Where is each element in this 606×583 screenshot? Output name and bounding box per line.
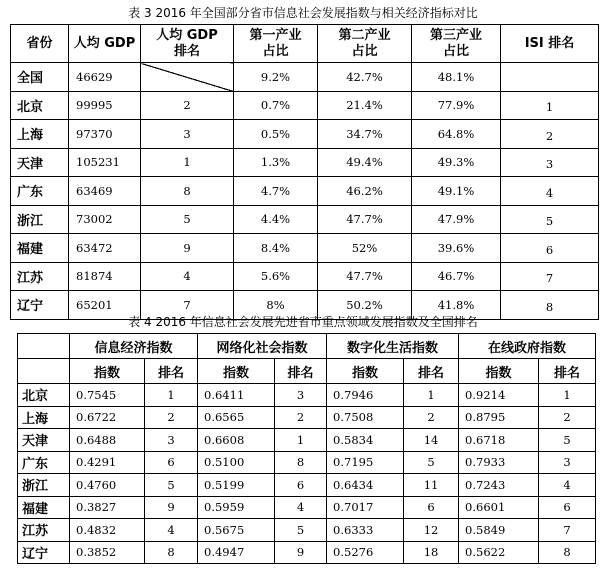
gdp-cell: 105231 — [69, 148, 141, 177]
header-gdp-rank: 人均 GDP 排名 — [141, 25, 234, 63]
table3-body — [11, 25, 599, 320]
table4-row — [18, 474, 596, 497]
isi-rank-cell: 3 — [501, 148, 599, 177]
econ-index-cell: 0.4760 — [70, 474, 145, 497]
tertiary-share-cell: 48.1% — [412, 63, 501, 92]
secondary-share-cell: 50.2% — [318, 291, 412, 320]
province-cell: 江苏 — [11, 262, 69, 291]
province-cell: 天津 — [11, 148, 69, 177]
network-index-cell: 0.6608 — [198, 429, 275, 452]
digital-rank-cell: 14 — [404, 429, 459, 452]
sub-index: 指数 — [327, 359, 404, 384]
primary-share-cell: 0.5% — [234, 120, 318, 149]
network-rank-cell: 6 — [275, 474, 327, 497]
secondary-share-cell: 49.4% — [318, 148, 412, 177]
gov-index-cell: 0.9214 — [459, 384, 539, 407]
primary-share-cell: 8% — [234, 291, 318, 320]
digital-rank-cell: 18 — [404, 541, 459, 564]
isi-rank-cell: 4 — [501, 177, 599, 206]
secondary-share-cell: 47.7% — [318, 205, 412, 234]
digital-rank-cell: 2 — [404, 406, 459, 429]
digital-index-cell: 0.6333 — [327, 519, 404, 542]
econ-index-cell: 0.4832 — [70, 519, 145, 542]
gdp-rank-cell: 2 — [141, 91, 234, 120]
isi-rank-cell: 1 — [501, 91, 599, 120]
province-cell: 浙江 — [11, 205, 69, 234]
table4-row — [18, 384, 596, 407]
header-corner-2 — [18, 359, 70, 384]
gdp-cell: 63472 — [69, 234, 141, 263]
table3-row — [11, 234, 599, 263]
gov-rank-cell: 8 — [539, 541, 596, 564]
gdp-rank-cell: 5 — [141, 205, 234, 234]
gov-index-cell: 0.7933 — [459, 451, 539, 474]
primary-share-cell: 9.2% — [234, 63, 318, 92]
table4 — [17, 333, 596, 564]
econ-rank-cell: 9 — [145, 496, 198, 519]
gdp-cell: 73002 — [69, 205, 141, 234]
gov-index-cell: 0.6601 — [459, 496, 539, 519]
province-cell: 浙江 — [18, 474, 70, 497]
gdp-cell: 97370 — [69, 120, 141, 149]
network-index-cell: 0.5959 — [198, 496, 275, 519]
digital-index-cell: 0.5834 — [327, 429, 404, 452]
digital-rank-cell: 1 — [404, 384, 459, 407]
table4-group-header-row — [18, 334, 596, 359]
econ-index-cell: 0.7545 — [70, 384, 145, 407]
isi-rank-cell: 7 — [501, 262, 599, 291]
table4-row — [18, 519, 596, 542]
sub-index: 指数 — [198, 359, 275, 384]
primary-share-cell: 5.6% — [234, 262, 318, 291]
secondary-share-cell: 21.4% — [318, 91, 412, 120]
header-network: 网络化社会指数 — [198, 334, 327, 359]
sub-rank: 排名 — [539, 359, 596, 384]
econ-index-cell: 0.6488 — [70, 429, 145, 452]
header-secondary: 第二产业 占比 — [318, 25, 412, 63]
gdp-cell: 81874 — [69, 262, 141, 291]
gdp-cell: 65201 — [69, 291, 141, 320]
sub-rank: 排名 — [275, 359, 327, 384]
province-cell: 天津 — [18, 429, 70, 452]
econ-index-cell: 0.3827 — [70, 496, 145, 519]
gov-rank-cell: 7 — [539, 519, 596, 542]
gov-index-cell: 0.7243 — [459, 474, 539, 497]
primary-share-cell: 4.7% — [234, 177, 318, 206]
network-index-cell: 0.5199 — [198, 474, 275, 497]
table3-header-row — [11, 25, 599, 63]
econ-rank-cell: 1 — [145, 384, 198, 407]
gov-index-cell: 0.8795 — [459, 406, 539, 429]
econ-rank-cell: 8 — [145, 541, 198, 564]
isi-rank-cell: 5 — [501, 205, 599, 234]
tertiary-share-cell: 77.9% — [412, 91, 501, 120]
network-rank-cell: 9 — [275, 541, 327, 564]
secondary-share-cell: 52% — [318, 234, 412, 263]
table4-row — [18, 496, 596, 519]
table3-row — [11, 262, 599, 291]
sub-index: 指数 — [459, 359, 539, 384]
digital-rank-cell: 6 — [404, 496, 459, 519]
gov-rank-cell: 5 — [539, 429, 596, 452]
table3-row — [11, 148, 599, 177]
header-isi-rank: ISI 排名 — [501, 25, 599, 63]
tertiary-share-cell: 64.8% — [412, 120, 501, 149]
network-index-cell: 0.4947 — [198, 541, 275, 564]
gov-rank-cell: 6 — [539, 496, 596, 519]
province-cell: 辽宁 — [18, 541, 70, 564]
tertiary-share-cell: 41.8% — [412, 291, 501, 320]
header-province: 省份 — [11, 25, 69, 63]
digital-index-cell: 0.5276 — [327, 541, 404, 564]
province-cell: 福建 — [11, 234, 69, 263]
table3-row — [11, 120, 599, 149]
table4-body — [18, 334, 596, 564]
tertiary-share-cell: 49.1% — [412, 177, 501, 206]
province-cell: 广东 — [18, 451, 70, 474]
province-cell: 辽宁 — [11, 291, 69, 320]
province-cell: 江苏 — [18, 519, 70, 542]
econ-rank-cell: 5 — [145, 474, 198, 497]
network-rank-cell: 1 — [275, 429, 327, 452]
secondary-share-cell: 42.7% — [318, 63, 412, 92]
sub-index: 指数 — [70, 359, 145, 384]
primary-share-cell: 1.3% — [234, 148, 318, 177]
table4-row — [18, 406, 596, 429]
tertiary-share-cell: 46.7% — [412, 262, 501, 291]
econ-index-cell: 0.6722 — [70, 406, 145, 429]
digital-rank-cell: 11 — [404, 474, 459, 497]
secondary-share-cell: 47.7% — [318, 262, 412, 291]
gdp-rank-cell: 7 — [141, 291, 234, 320]
gdp-rank-cell — [141, 63, 234, 92]
table4-row — [18, 429, 596, 452]
digital-rank-cell: 12 — [404, 519, 459, 542]
gov-rank-cell: 2 — [539, 406, 596, 429]
province-cell: 上海 — [18, 406, 70, 429]
province-cell: 全国 — [11, 63, 69, 92]
gdp-cell: 99995 — [69, 91, 141, 120]
sub-rank: 排名 — [404, 359, 459, 384]
network-rank-cell: 8 — [275, 451, 327, 474]
econ-index-cell: 0.4291 — [70, 451, 145, 474]
gdp-rank-cell: 4 — [141, 262, 234, 291]
gdp-rank-cell: 3 — [141, 120, 234, 149]
table3 — [10, 24, 599, 320]
header-gdp: 人均 GDP — [69, 25, 141, 63]
econ-rank-cell: 3 — [145, 429, 198, 452]
network-rank-cell: 4 — [275, 496, 327, 519]
digital-index-cell: 0.7508 — [327, 406, 404, 429]
table3-caption: 表 3 2016 年全国部分省市信息社会发展指数与相关经济指标对比 — [128, 6, 478, 20]
gdp-cell: 63469 — [69, 177, 141, 206]
gov-rank-cell: 3 — [539, 451, 596, 474]
network-index-cell: 0.6411 — [198, 384, 275, 407]
header-gov: 在线政府指数 — [459, 334, 596, 359]
header-corner — [18, 334, 70, 359]
digital-index-cell: 0.7017 — [327, 496, 404, 519]
header-tertiary: 第三产业 占比 — [412, 25, 501, 63]
header-digital: 数字化生活指数 — [327, 334, 459, 359]
gov-rank-cell: 4 — [539, 474, 596, 497]
province-cell: 北京 — [11, 91, 69, 120]
digital-rank-cell: 5 — [404, 451, 459, 474]
econ-rank-cell: 4 — [145, 519, 198, 542]
digital-index-cell: 0.7195 — [327, 451, 404, 474]
tertiary-share-cell: 47.9% — [412, 205, 501, 234]
table4-row — [18, 541, 596, 564]
gov-index-cell: 0.6718 — [459, 429, 539, 452]
table4-sub-header-row — [18, 359, 596, 384]
table3-row — [11, 91, 599, 120]
province-cell: 上海 — [11, 120, 69, 149]
table3-row — [11, 177, 599, 206]
gov-index-cell: 0.5622 — [459, 541, 539, 564]
econ-rank-cell: 2 — [145, 406, 198, 429]
gdp-cell: 46629 — [69, 63, 141, 92]
network-rank-cell: 3 — [275, 384, 327, 407]
secondary-share-cell: 46.2% — [318, 177, 412, 206]
network-index-cell: 0.6565 — [198, 406, 275, 429]
isi-rank-cell — [501, 63, 599, 92]
table3-row — [11, 63, 599, 92]
gdp-rank-cell: 1 — [141, 148, 234, 177]
econ-rank-cell: 6 — [145, 451, 198, 474]
sub-rank: 排名 — [145, 359, 198, 384]
gdp-rank-cell: 9 — [141, 234, 234, 263]
network-rank-cell: 2 — [275, 406, 327, 429]
gdp-rank-cell: 8 — [141, 177, 234, 206]
network-index-cell: 0.5675 — [198, 519, 275, 542]
tertiary-share-cell: 39.6% — [412, 234, 501, 263]
table4-caption: 表 4 2016 年信息社会发展先进省市重点领域发展指数及全国排名 — [128, 315, 478, 329]
econ-index-cell: 0.3852 — [70, 541, 145, 564]
digital-index-cell: 0.6434 — [327, 474, 404, 497]
header-primary: 第一产业 占比 — [234, 25, 318, 63]
primary-share-cell: 0.7% — [234, 91, 318, 120]
isi-rank-cell: 2 — [501, 120, 599, 149]
network-rank-cell: 5 — [275, 519, 327, 542]
isi-rank-cell: 8 — [501, 291, 599, 320]
tertiary-share-cell: 49.3% — [412, 148, 501, 177]
gov-index-cell: 0.5849 — [459, 519, 539, 542]
gov-rank-cell: 1 — [539, 384, 596, 407]
header-econ: 信息经济指数 — [70, 334, 198, 359]
secondary-share-cell: 34.7% — [318, 120, 412, 149]
network-index-cell: 0.5100 — [198, 451, 275, 474]
primary-share-cell: 8.4% — [234, 234, 318, 263]
table4-row — [18, 451, 596, 474]
table3-row — [11, 205, 599, 234]
digital-index-cell: 0.7946 — [327, 384, 404, 407]
province-cell: 北京 — [18, 384, 70, 407]
province-cell: 广东 — [11, 177, 69, 206]
isi-rank-cell: 6 — [501, 234, 599, 263]
province-cell: 福建 — [18, 496, 70, 519]
primary-share-cell: 4.4% — [234, 205, 318, 234]
